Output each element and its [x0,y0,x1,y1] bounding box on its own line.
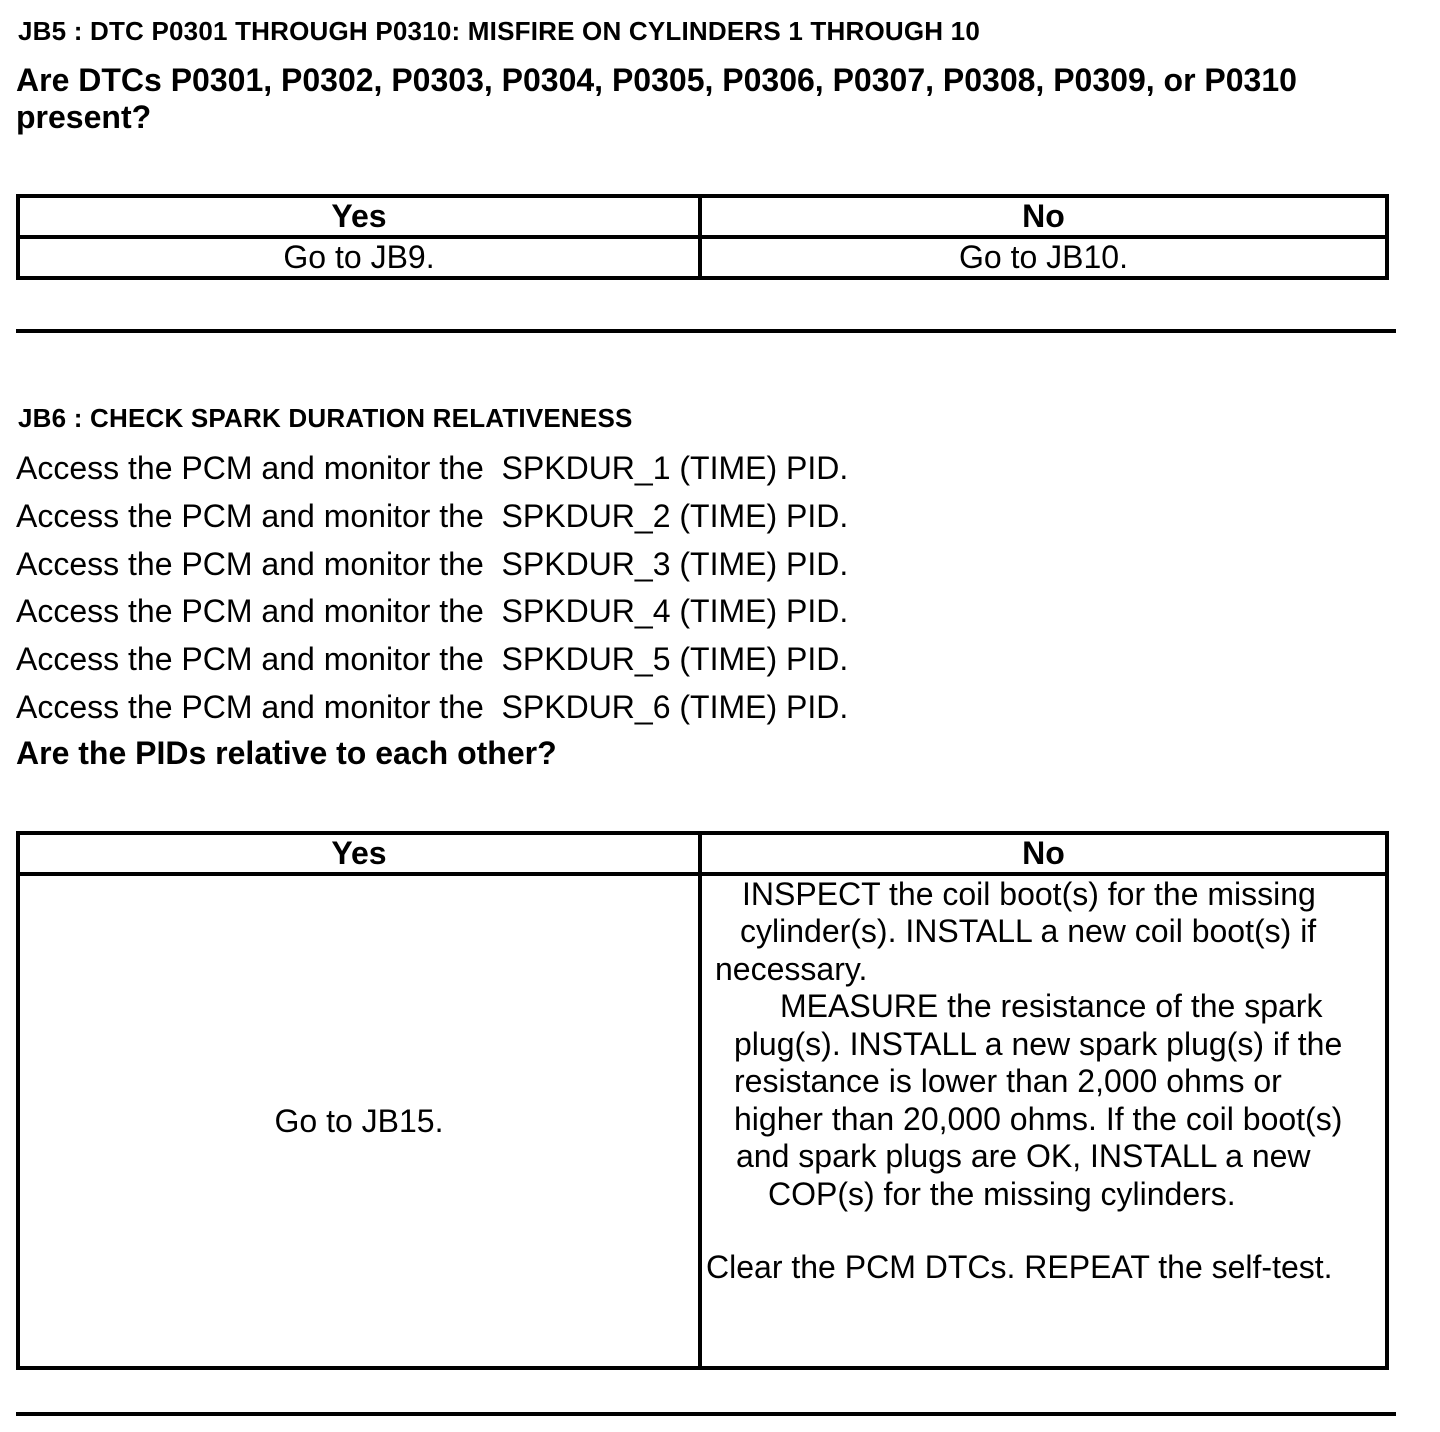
instruction-prefix: Access the PCM and monitor the [16,688,484,725]
instruction-prefix: Access the PCM and monitor the [16,497,484,534]
jb5-title: JB5 : DTC P0301 THROUGH P0310: MISFIRE ON CYLINDERS 1 THROUGH 10 [18,16,981,46]
no-action-line-7: higher than 20,000 ohms. If the coil boot(s) [734,1101,1343,1137]
instruction-prefix: Access the PCM and monitor the [16,545,484,582]
jb5-question [16,62,1416,136]
jb6-decision-table [16,831,1389,1370]
jb6-yes-header: Yes [18,833,700,874]
jb6-instruction-4 [16,593,848,641]
jb6-title: JB6 : CHECK SPARK DURATION RELATIVENESS [18,403,633,433]
no-action-line-9: COP(s) for the missing cylinders. [768,1176,1236,1212]
no-action-line-6: resistance is lower than 2,000 ohms or [734,1063,1282,1099]
no-action-line-3: necessary. [715,951,868,987]
instruction-pid: SPKDUR_6 (TIME) PID. [501,688,849,725]
instruction-prefix: Access the PCM and monitor the [16,593,484,630]
jb6-yes-action: Go to JB15. [18,874,700,1368]
jb6-question: Are the PIDs relative to each other? [16,735,557,771]
instruction-pid: SPKDUR_4 (TIME) PID. [501,593,849,630]
jb6-no-action [700,874,1387,1368]
jb6-instruction-1 [16,450,848,498]
jb6-instruction-2 [16,498,848,546]
no-action-line-2: cylinder(s). INSTALL a new coil boot(s) if [740,913,1317,949]
instruction-pid: SPKDUR_3 (TIME) PID. [501,545,849,582]
jb6-instruction-3 [16,546,848,594]
instruction-prefix: Access the PCM and monitor the [16,450,484,486]
jb5-yes-action: Go to JB9. [18,237,700,278]
jb6-instructions [16,450,848,737]
no-action-line-1: INSPECT the coil boot(s) for the missing [742,876,1316,912]
no-action-final: Clear the PCM DTCs. REPEAT the self-test. [706,1249,1333,1285]
jb5-no-header: No [700,196,1387,237]
bottom-divider [16,1412,1396,1416]
instruction-pid: SPKDUR_2 (TIME) PID. [501,497,849,534]
instruction-pid: SPKDUR_1 (TIME) PID. [501,450,849,486]
no-action-line-8: and spark plugs are OK, INSTALL a new [736,1138,1311,1174]
jb6-instruction-5 [16,641,848,689]
jb6-instruction-6 [16,689,848,737]
jb5-no-action: Go to JB10. [700,237,1387,278]
jb5-question-line-2: present? [16,99,152,135]
no-action-line-5: plug(s). INSTALL a new spark plug(s) if the [734,1026,1343,1062]
instruction-prefix: Access the PCM and monitor the [16,641,484,678]
jb5-question-line-1: Are DTCs P0301, P0302, P0303, P0304, P0305, P0306, P0307, P0308, P0309, or P0310 [16,62,1297,98]
instruction-pid: SPKDUR_5 (TIME) PID. [501,641,849,678]
jb6-no-header: No [700,833,1387,874]
jb5-yes-header: Yes [18,196,700,237]
no-action-line-4: MEASURE the resistance of the spark [780,988,1323,1024]
jb5-decision-table [16,194,1389,280]
section-divider [16,329,1396,333]
